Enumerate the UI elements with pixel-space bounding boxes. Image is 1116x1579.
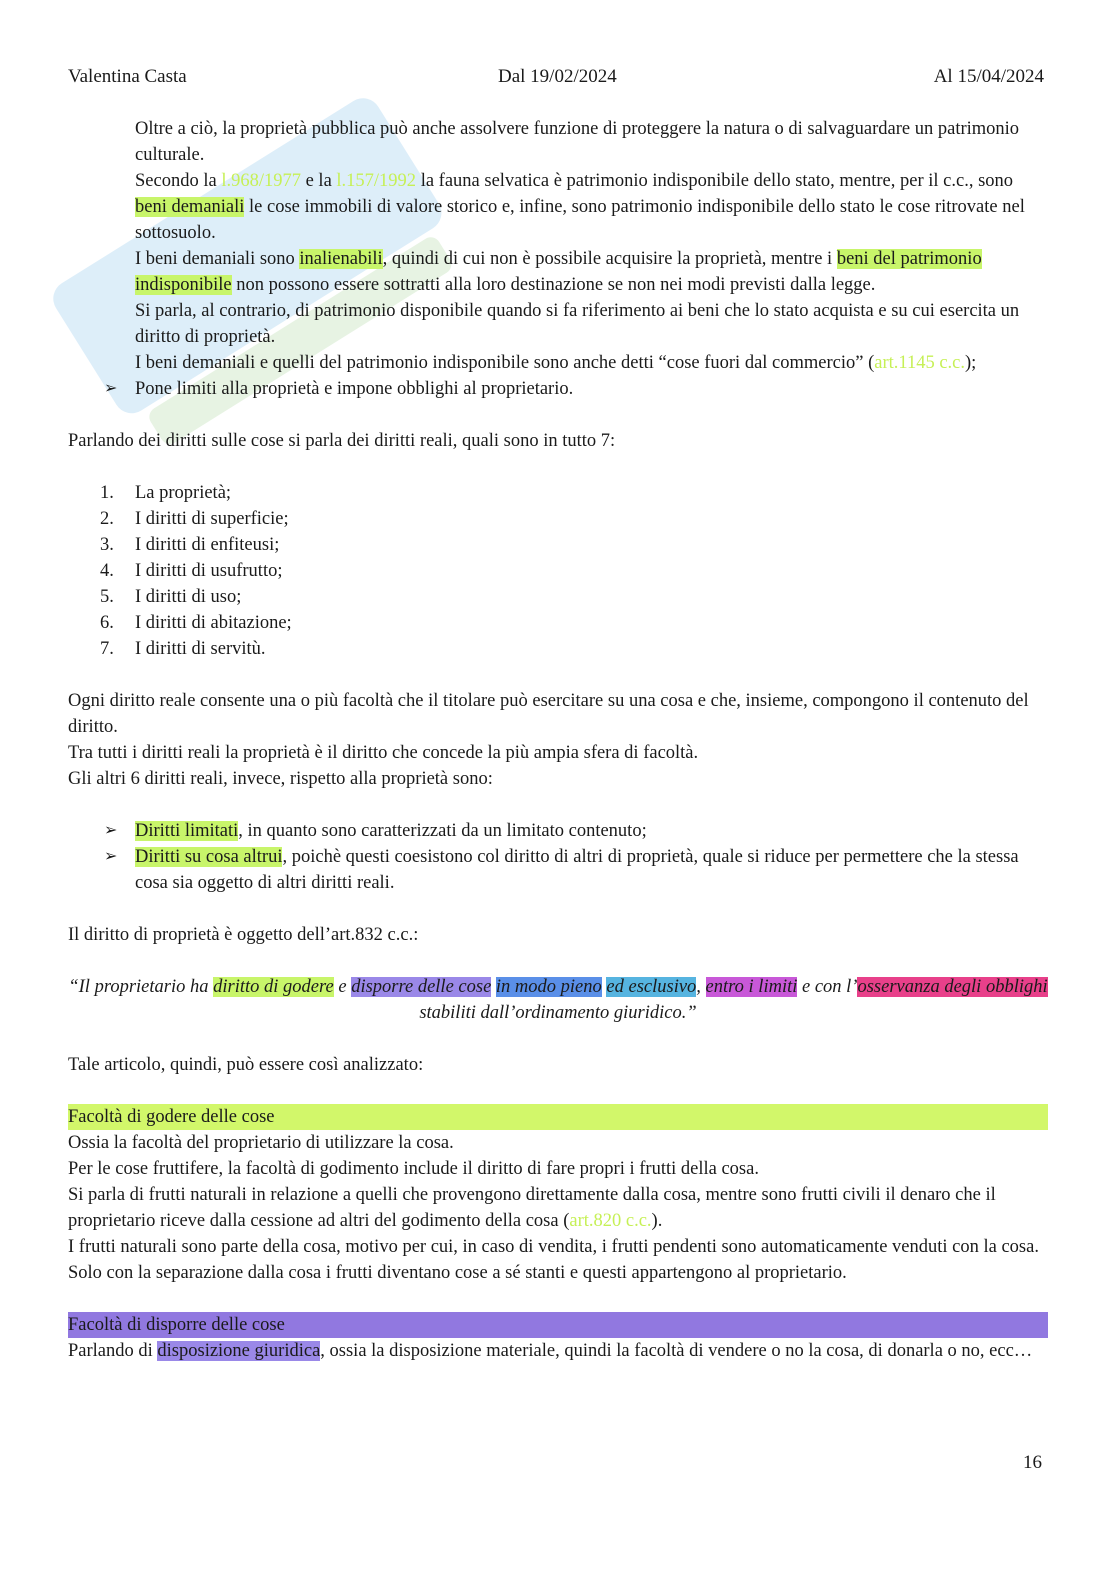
text-span: Si parla di frutti naturali in relazione a quelli che provengono direttamente dalla cosa, mentre sono frutti civili il denaro che il proprietario riceve dalla cessione ad altri del godimento della cosa (: [68, 1185, 996, 1231]
intro-paragraph-2: [135, 168, 1048, 246]
list-text: I diritti di superficie;: [135, 509, 289, 529]
text-span: e con l’: [797, 977, 858, 997]
text-span: );: [965, 353, 977, 373]
article-intro: Il diritto di proprietà è oggetto dell’art.832 c.c.:: [68, 925, 419, 945]
intro-paragraph-1: Oltre a ciò, la proprietà pubblica può anche assolvere funzione di proteggere la natura o di salvaguardare un patrimonio culturale.: [135, 119, 1020, 165]
text-span: “Il proprietario ha: [68, 977, 214, 997]
text-span: , quindi di cui non è possibile acquisire la proprietà, mentre i: [382, 249, 837, 269]
text-span: Parlando di: [68, 1341, 158, 1361]
page-content: [68, 116, 1048, 1364]
highlight-term: beni del patrimonio indisponibile: [135, 249, 982, 295]
list-item: [68, 584, 1048, 610]
list-text: I diritti di enfiteusi;: [135, 535, 280, 555]
arrow-bullet-icon: ➢: [104, 822, 118, 839]
highlight-term: ed esclusivo: [606, 977, 697, 997]
intro-block: [68, 116, 1048, 376]
arrow-bullet-icon: ➢: [104, 848, 118, 865]
text-span: stabiliti dall’ordinamento giuridico.”: [419, 1003, 697, 1023]
highlight-term: entro i limiti: [705, 977, 798, 997]
bullet-text: , in quanto sono caratterizzati da un limitato contenuto;: [238, 821, 647, 841]
rights-intro: Parlando dei diritti sulle cose si parla dei diritti reali, quali sono in tutto 7:: [68, 431, 616, 451]
section-heading-disporre: Facoltà di disporre delle cose: [68, 1312, 1048, 1338]
list-item: [68, 506, 1048, 532]
list-text: I diritti di usufrutto;: [135, 561, 283, 581]
section1-line-3: [68, 1182, 1048, 1234]
law-reference-link[interactable]: l.157/1992: [336, 171, 417, 191]
list-number: 4.: [100, 561, 114, 581]
text-span: le cose immobili di valore storico e, infine, sono patrimonio indisponibile dello stato le cose ritrovate nel sottosuolo.: [135, 197, 1025, 243]
list-item: [68, 480, 1048, 506]
text-span: ,: [696, 977, 706, 997]
highlight-term: Diritti su cosa altrui: [135, 847, 283, 867]
section1-line-5: Solo con la separazione dalla cosa i frutti diventano cose a sé stanti e questi appartengono al proprietario.: [68, 1263, 847, 1283]
arrow-bullet-icon: ➢: [104, 380, 118, 397]
intro-paragraph-5: [135, 350, 1048, 376]
header-date-to: Al 15/04/2024: [933, 66, 1044, 87]
list-item: [68, 636, 1048, 662]
section-heading-godere: Facoltà di godere delle cose: [68, 1104, 1048, 1130]
section1-line-2: Per le cose fruttifere, la facoltà di godimento include il diritto di fare propri i frutti della cosa.: [68, 1159, 759, 1179]
law-reference-link[interactable]: l.968/1977: [221, 171, 301, 191]
list-number: 7.: [100, 639, 114, 659]
list-number: 3.: [100, 535, 114, 555]
list-item: [68, 532, 1048, 558]
intro-paragraph-3: [135, 246, 1048, 298]
highlight-term: beni demaniali: [135, 197, 245, 217]
highlight-term: inalienabili: [299, 249, 383, 269]
list-text: I diritti di abitazione;: [135, 613, 292, 633]
rights-list: [68, 480, 1048, 662]
bullet-item: [68, 844, 1048, 896]
highlight-term: disporre delle cose: [351, 977, 492, 997]
list-number: 1.: [100, 483, 114, 503]
list-item: [68, 558, 1048, 584]
text-span: ).: [651, 1211, 663, 1231]
text-span: e: [333, 977, 352, 997]
text-span: non possono essere sottratti alla loro destinazione se non nei modi previsti dalla legge.: [231, 275, 876, 295]
article-quote: [68, 974, 1048, 1026]
highlight-term: in modo pieno: [495, 977, 602, 997]
text-span: I beni demaniali sono: [135, 249, 300, 269]
section2-line-1: [68, 1338, 1048, 1364]
bullet-item: [68, 818, 1048, 844]
content-paragraph-2: Tra tutti i diritti reali la proprietà è il diritto che concede la più ampia sfera di facoltà.: [68, 743, 699, 763]
text-span: I beni demaniali e quelli del patrimonio indisponibile sono anche detti “cose fuori dal commercio” (: [135, 353, 875, 373]
list-text: I diritti di uso;: [135, 587, 242, 607]
text-span: e la: [300, 171, 337, 191]
highlight-term: osservanza degli obblighi: [857, 977, 1048, 997]
section1-line-4: I frutti naturali sono parte della cosa, motivo per cui, in caso di vendita, i frutti pendenti sono automaticamente venduti con la cosa.: [68, 1237, 1039, 1257]
highlight-term: diritto di godere: [213, 977, 334, 997]
highlight-term: disposizione giuridica: [157, 1341, 321, 1361]
text-span: , ossia la disposizione materiale, quindi la facoltà di vendere o no la cosa, di donarla o no, ecc…: [320, 1341, 1033, 1361]
list-number: 6.: [100, 613, 114, 633]
article-reference-link[interactable]: art.1145 c.c.: [874, 353, 966, 373]
bullet-item: [68, 376, 1048, 402]
highlight-term: Diritti limitati: [135, 821, 239, 841]
list-item: [68, 610, 1048, 636]
section1-line-1: Ossia la facoltà del proprietario di utilizzare la cosa.: [68, 1133, 454, 1153]
header-author: Valentina Casta: [68, 66, 187, 87]
analysis-intro: Tale articolo, quindi, può essere così analizzato:: [68, 1055, 424, 1075]
list-text: I diritti di servitù.: [135, 639, 266, 659]
text-span: la fauna selvatica è patrimonio indisponibile dello stato, mentre, per il c.c., sono: [416, 171, 1014, 191]
article-reference-link[interactable]: art.820 c.c.: [569, 1211, 652, 1231]
bullet-text: , poichè questi coesistono col diritto di altri di proprietà, quale si riduce per permettere che la stessa cosa sia oggetto di altri diritti reali.: [135, 847, 1019, 893]
intro-paragraph-4: Si parla, al contrario, di patrimonio disponibile quando si fa riferimento ai beni che lo stato acquista e su cui esercita un diritto di proprietà.: [135, 301, 1020, 347]
list-number: 5.: [100, 587, 114, 607]
bullet-text: Pone limiti alla proprietà e impone obblighi al proprietario.: [135, 379, 574, 399]
content-paragraph-1: Ogni diritto reale consente una o più facoltà che il titolare può esercitare su una cosa e che, insieme, compongono il contenuto del diritto.: [68, 691, 1029, 737]
text-span: Secondo la: [135, 171, 222, 191]
content-paragraph-3: Gli altri 6 diritti reali, invece, rispetto alla proprietà sono:: [68, 769, 493, 789]
list-text: La proprietà;: [135, 483, 232, 503]
list-number: 2.: [100, 509, 114, 529]
header-date-from: Dal 19/02/2024: [498, 66, 617, 87]
page-number: 16: [1023, 1452, 1042, 1473]
